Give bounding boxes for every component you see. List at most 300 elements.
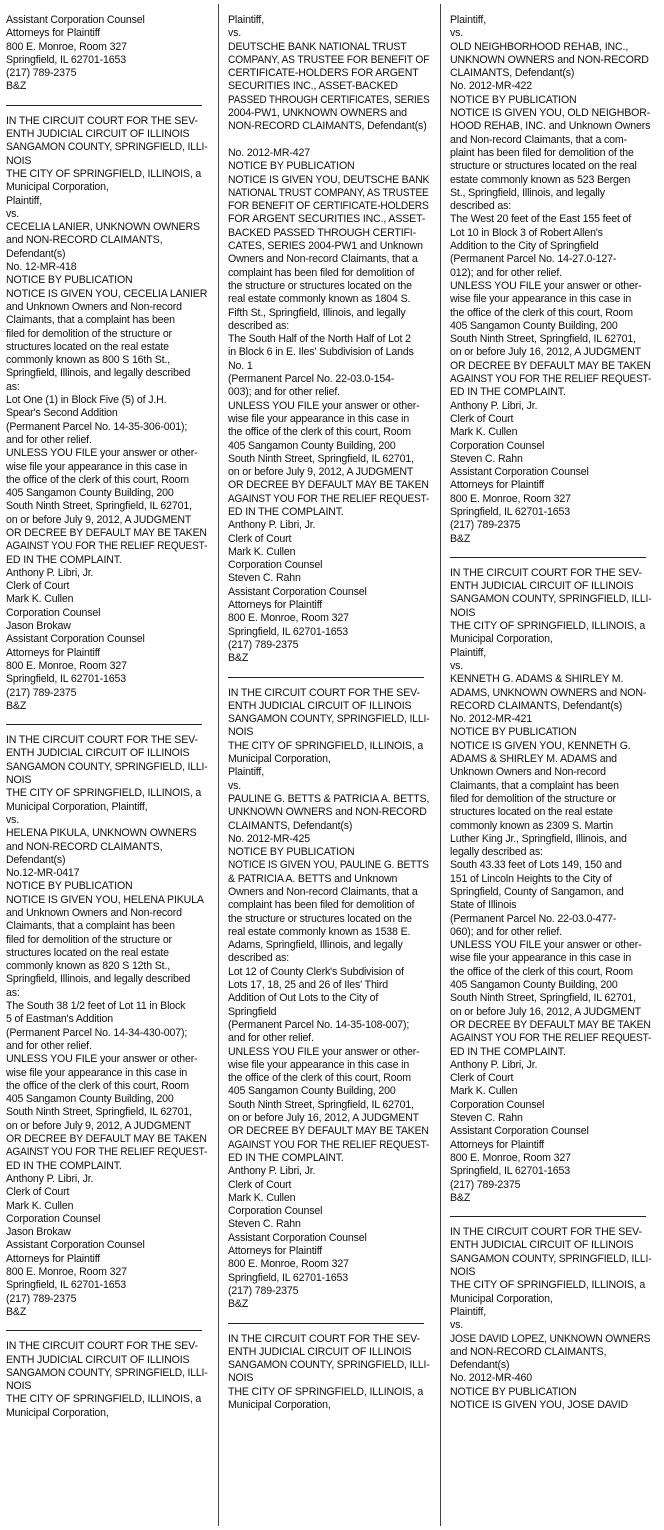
- notice-separator: [6, 724, 202, 725]
- notice-line: structures located on the real estate: [6, 340, 169, 353]
- notice-line: filed for demolition of the structure or: [6, 933, 172, 946]
- notice-line: Mark K. Cullen: [6, 1199, 74, 1212]
- notice-line: described as:: [228, 319, 290, 332]
- notice-line: NOTICE BY PUBLICATION: [450, 726, 577, 739]
- notice-line: Attorneys for Plaintiff: [6, 1252, 101, 1265]
- notice-line: Owners and Non-record Claimants, that a: [228, 253, 418, 266]
- notice-line: (217) 789-2375: [6, 67, 77, 80]
- notice-line: Addition of Out Lots to the City of: [228, 992, 379, 1005]
- notice-line: UNLESS YOU FILE your answer or other-: [450, 939, 642, 952]
- notice-line: OR DECREE BY DEFAULT MAY BE TAKEN: [6, 1133, 207, 1146]
- notice-line: UNLESS YOU FILE your answer or other-: [6, 1053, 198, 1066]
- notice-line: (Permanent Parcel No. 14-27.0-127-: [450, 253, 617, 266]
- notice-line: ENTH JUDICIAL CIRCUIT OF ILLINOIS: [6, 1353, 190, 1366]
- notice-line: Corporation Counsel: [450, 1098, 545, 1111]
- notice-line: KENNETH G. ADAMS & SHIRLEY M.: [450, 673, 624, 686]
- notice-line: B&Z: [450, 532, 471, 545]
- notice-line: and for other relief.: [228, 1032, 314, 1045]
- notice-line: Municipal Corporation,: [450, 1292, 553, 1305]
- notice-line: 405 Sangamon County Building, 200: [228, 439, 396, 452]
- notice-line: NOIS: [6, 774, 32, 787]
- notice-line: Assistant Corporation Counsel: [228, 1231, 367, 1244]
- notice-line: Attorneys for Plaintiff: [228, 1245, 323, 1258]
- notice-line: Assistant Corporation Counsel: [228, 585, 367, 598]
- column-1: [6, 14, 210, 1526]
- notice-line: NOTICE IS GIVEN YOU, PAULINE G. BETTS: [228, 859, 429, 872]
- notice-line: (217) 789-2375: [6, 1292, 77, 1305]
- notice-line: 405 Sangamon County Building, 200: [228, 1085, 396, 1098]
- notice-line: 012); and for other relief.: [450, 266, 562, 279]
- notice-line: Fifth St., Springfield, Illinois, and legally: [228, 306, 406, 319]
- notice-line: NOIS: [6, 1380, 32, 1393]
- notice-separator: [228, 1323, 424, 1324]
- notice-line: South Ninth Street, Springfield, IL 62701,: [6, 500, 192, 513]
- notice-line: Steven C. Rahn: [450, 1112, 523, 1125]
- notice-line: CERTIFICATE-HOLDERS FOR ARGENT: [228, 67, 419, 80]
- notice-line: 800 E. Monroe, Room 327: [450, 492, 571, 505]
- notice-line: Corporation Counsel: [6, 1212, 101, 1225]
- notice-line: CLAIMANTS, Defendant(s): [450, 67, 575, 80]
- notice-line: AGAINST YOU FOR THE RELIEF REQUEST-: [6, 540, 208, 553]
- notice-line: and Unknown Owners and Non-record: [6, 300, 182, 313]
- legal-notice: [6, 1340, 210, 1420]
- notice-line: B&Z: [228, 652, 249, 665]
- notice-line: PASSED THROUGH CERTIFICATES, SERIES: [228, 93, 430, 106]
- notice-line: vs.: [228, 27, 242, 40]
- notice-line: 405 Sangamon County Building, 200: [450, 979, 618, 992]
- notice-line: UNKNOWN OWNERS and NON-RECORD: [228, 806, 427, 819]
- notice-line: Mark K. Cullen: [228, 1191, 296, 1204]
- notice-line: NOTICE IS GIVEN YOU, OLD NEIGHBOR-: [450, 107, 651, 120]
- notice-line: NOTICE BY PUBLICATION: [228, 160, 355, 173]
- notice-line: Assistant Corporation Counsel: [6, 633, 145, 646]
- notice-line: Attorneys for Plaintiff: [450, 1138, 545, 1151]
- notice-line: structures located on the real estate: [450, 806, 613, 819]
- notice-line: No. 2012-MR-422: [450, 80, 532, 93]
- notice-line: Lot 12 of County Clerk's Subdivision of: [228, 965, 404, 978]
- notice-line: Anthony P. Libri, Jr.: [450, 1058, 538, 1071]
- notice-line: Anthony P. Libri, Jr.: [228, 519, 316, 532]
- notice-line: on or before July 16, 2012, A JUDGMENT: [228, 1112, 419, 1125]
- notice-line: Municipal Corporation,: [6, 181, 109, 194]
- notice-line: NOTICE BY PUBLICATION: [450, 1385, 577, 1398]
- notice-line: NOTICE IS GIVEN YOU, CECELIA LANIER: [6, 287, 208, 300]
- notice-line: South Ninth Street, Springfield, IL 62701,: [450, 992, 636, 1005]
- notice-line: Springfield, IL 62701-1653: [6, 1279, 126, 1292]
- notice-line: THE CITY OF SPRINGFIELD, ILLINOIS, a: [6, 787, 202, 800]
- notice-line: and Non-record Claimants, that a com-: [450, 133, 627, 146]
- notice-line: CECELIA LANIER, UNKNOWN OWNERS: [6, 221, 200, 234]
- notice-line: Springfield, IL 62701-1653: [228, 1271, 348, 1284]
- legal-notice: [6, 115, 210, 713]
- notice-line: commonly known as 2309 S. Martin: [450, 819, 614, 832]
- notice-line: (217) 789-2375: [228, 1284, 299, 1297]
- notice-line: plaint has been filed for demolition of the: [450, 146, 634, 159]
- notice-line: B&Z: [6, 1305, 27, 1318]
- notice-line: ENTH JUDICIAL CIRCUIT OF ILLINOIS: [228, 1345, 412, 1358]
- notice-line: NOTICE IS GIVEN YOU, JOSE DAVID: [450, 1398, 629, 1411]
- notice-line: real estate commonly known as 1538 E.: [228, 925, 411, 938]
- notice-line: Adams, Springfield, Illinois, and legally: [228, 939, 403, 952]
- notice-line: OR DECREE BY DEFAULT MAY BE TAKEN: [6, 526, 207, 539]
- notice-line: Claimants, that a complaint has been: [450, 779, 619, 792]
- notice-line: 405 Sangamon County Building, 200: [6, 487, 174, 500]
- notice-line: 060); and for other relief.: [450, 925, 562, 938]
- notice-line: Mark K. Cullen: [6, 593, 74, 606]
- column-divider: [440, 4, 441, 1526]
- notice-line: Plaintiff,: [450, 14, 486, 26]
- notice-line: SANGAMON COUNTY, SPRINGFIELD, ILLI-: [6, 760, 208, 773]
- notice-line: Springfield, IL 62701-1653: [6, 53, 126, 66]
- notice-line: B&Z: [450, 1191, 471, 1204]
- notice-line: structure or structures located on the real: [450, 160, 637, 173]
- notice-line: Defendant(s): [6, 853, 66, 866]
- notice-line: Defendant(s): [6, 247, 66, 260]
- legal-notice: [6, 14, 210, 94]
- notice-line: AGAINST YOU FOR THE RELIEF REQUEST-: [450, 1032, 652, 1045]
- notice-line: Clerk of Court: [6, 580, 70, 593]
- notice-line: and NON-RECORD CLAIMANTS,: [6, 234, 163, 247]
- notice-line: on or before July 9, 2012, A JUDGMENT: [228, 466, 414, 479]
- notice-line: NOIS: [6, 154, 32, 167]
- notice-line: NOTICE BY PUBLICATION: [6, 880, 133, 893]
- notice-line: South Ninth Street, Springfield, IL 62701,: [228, 452, 414, 465]
- notice-line: Plaintiff,: [228, 14, 264, 26]
- notice-line: (217) 789-2375: [228, 638, 299, 651]
- notice-line: Anthony P. Libri, Jr.: [6, 1172, 94, 1185]
- notice-line: 800 E. Monroe, Room 327: [6, 40, 127, 53]
- notice-line: The West 20 feet of the East 155 feet of: [450, 213, 632, 226]
- notice-line: vs.: [450, 659, 464, 672]
- notice-line: OLD NEIGHBORHOOD REHAB, INC.,: [450, 40, 629, 53]
- notice-line: THE CITY OF SPRINGFIELD, ILLINOIS, a: [6, 1393, 202, 1406]
- notice-line: Assistant Corporation Counsel: [6, 1239, 145, 1252]
- legal-notice: [450, 567, 654, 1205]
- legal-notice: [450, 1226, 654, 1412]
- notice-line: and for other relief.: [6, 1039, 92, 1052]
- notice-line: & PATRICIA A. BETTS and Unknown: [228, 872, 398, 885]
- notice-line: ENTH JUDICIAL CIRCUIT OF ILLINOIS: [450, 580, 634, 593]
- notice-line: OR DECREE BY DEFAULT MAY BE TAKEN: [228, 1125, 429, 1138]
- notice-line: THE CITY OF SPRINGFIELD, ILLINOIS, a: [6, 167, 202, 180]
- notice-line: filed for demolition of the structure or: [6, 327, 172, 340]
- notice-line: complaint has been filed for demolition of: [228, 899, 415, 912]
- notice-line: No. 2012-MR-427: [228, 146, 310, 159]
- notice-line: Mark K. Cullen: [450, 426, 518, 439]
- notice-line: on or before July 9, 2012, A JUDGMENT: [6, 1119, 192, 1132]
- notice-line: legally described as:: [450, 846, 543, 859]
- notice-line: the office of the clerk of this court, Room: [228, 1072, 411, 1085]
- notice-line: the office of the clerk of this court, Room: [228, 426, 411, 439]
- notice-line: wise file your appearance in this case in: [228, 1058, 410, 1071]
- notice-line: commonly known as 820 S 12th St.,: [6, 960, 171, 973]
- notice-line: B&Z: [6, 80, 27, 93]
- notice-line: UNLESS YOU FILE your answer or other-: [450, 279, 642, 292]
- notice-line: NOIS: [450, 1266, 476, 1279]
- notice-line: NATIONAL TRUST COMPANY, AS TRUSTEE: [228, 186, 429, 199]
- notice-line: B&Z: [228, 1298, 249, 1311]
- notice-line: NOTICE IS GIVEN YOU, DEUTSCHE BANK: [228, 173, 430, 186]
- notice-line: (Permanent Parcel No. 22-03.0-154-: [228, 373, 395, 386]
- notice-line: the office of the clerk of this court, Room: [450, 306, 633, 319]
- notice-line: SANGAMON COUNTY, SPRINGFIELD, ILLI-: [450, 593, 652, 606]
- notice-line: CATES, SERIES 2004-PW1 and Unknown: [228, 240, 423, 253]
- notice-line: Spear's Second Addition: [6, 407, 118, 420]
- notice-line: in Block 6 in E. Iles' Subdivision of Lands: [228, 346, 414, 359]
- notice-line: THE CITY OF SPRINGFIELD, ILLINOIS, a: [450, 1279, 646, 1292]
- notice-line: filed for demolition of the structure or: [450, 792, 616, 805]
- notice-line: and NON-RECORD CLAIMANTS,: [450, 1345, 607, 1358]
- notice-line: No. 2012-MR-460: [450, 1372, 532, 1385]
- notice-line: SANGAMON COUNTY, SPRINGFIELD, ILLI-: [450, 1252, 652, 1265]
- notice-line: UNLESS YOU FILE your answer or other-: [6, 447, 198, 460]
- notice-line: Plaintiff,: [450, 646, 486, 659]
- legal-notice: [228, 687, 432, 1312]
- notice-line: RECORD CLAIMANTS, Defendant(s): [450, 699, 623, 712]
- notice-line: 800 E. Monroe, Room 327: [6, 1266, 127, 1279]
- notice-line: UNLESS YOU FILE your answer or other-: [228, 399, 420, 412]
- notice-line: SANGAMON COUNTY, SPRINGFIELD, ILLI-: [228, 1359, 430, 1372]
- notice-line: No. 1: [228, 359, 253, 372]
- notice-line: Anthony P. Libri, Jr.: [228, 1165, 316, 1178]
- notice-line: Luther King Jr., Springfield, Illinois, and: [450, 832, 627, 845]
- notice-line: ED IN THE COMPLAINT.: [6, 1159, 122, 1172]
- notice-line: South 43.33 feet of Lots 149, 150 and: [450, 859, 622, 872]
- notice-line: 5 of Eastman's Addition: [6, 1013, 113, 1026]
- notice-line: Springfield, Illinois, and legally described: [6, 367, 191, 380]
- notice-line: ED IN THE COMPLAINT.: [450, 1045, 566, 1058]
- notice-line: on or before July 16, 2012, A JUDGMENT: [450, 346, 641, 359]
- notice-line: AGAINST YOU FOR THE RELIEF REQUEST-: [228, 1138, 430, 1151]
- notice-line: Clerk of Court: [450, 412, 514, 425]
- notice-line: NOTICE BY PUBLICATION: [228, 846, 355, 859]
- notice-line: NOIS: [450, 606, 476, 619]
- notice-line: Corporation Counsel: [450, 439, 545, 452]
- notice-separator: [6, 105, 202, 106]
- notice-line: Mark K. Cullen: [450, 1085, 518, 1098]
- notice-line: Lots 17, 18, 25 and 26 of Iles' Third: [228, 979, 389, 992]
- notice-line: SECURITIES INC., ASSET-BACKED: [228, 80, 398, 93]
- legal-notice: [6, 734, 210, 1319]
- legal-notice: [450, 14, 654, 546]
- notice-line: Claimants, that a complaint has been: [6, 314, 175, 327]
- notice-line: NOIS: [228, 726, 254, 739]
- notice-line: Lot 10 in Block 3 of Robert Allen's: [450, 226, 603, 239]
- notice-line: the office of the clerk of this court, Room: [6, 1079, 189, 1092]
- notice-line: DEUTSCHE BANK NATIONAL TRUST: [228, 40, 407, 53]
- notice-line: AGAINST YOU FOR THE RELIEF REQUEST-: [450, 373, 652, 386]
- column-2: [228, 14, 432, 1526]
- notice-line: South Ninth Street, Springfield, IL 62701,: [228, 1098, 414, 1111]
- notice-line: vs.: [6, 813, 20, 826]
- notice-line: Corporation Counsel: [6, 606, 101, 619]
- notice-line: Steven C. Rahn: [228, 1218, 301, 1231]
- column-divider: [218, 4, 219, 1526]
- notice-line: (Permanent Parcel No. 14-34-430-007);: [6, 1026, 188, 1039]
- notice-line: NON-RECORD CLAIMANTS, Defendant(s): [228, 120, 427, 133]
- notice-line: THE CITY OF SPRINGFIELD, ILLINOIS, a: [450, 620, 646, 633]
- notice-line: ENTH JUDICIAL CIRCUIT OF ILLINOIS: [6, 747, 190, 760]
- notice-line: Jason Brokaw: [6, 620, 71, 633]
- notice-line: IN THE CIRCUIT COURT FOR THE SEV-: [6, 114, 198, 127]
- notice-line: Steven C. Rahn: [450, 452, 523, 465]
- notice-line: the office of the clerk of this court, Room: [6, 473, 189, 486]
- notice-line: IN THE CIRCUIT COURT FOR THE SEV-: [6, 1340, 198, 1353]
- notice-line: NOTICE IS GIVEN YOU, KENNETH G.: [450, 739, 631, 752]
- notice-line: the structure or structures located on the: [228, 279, 412, 292]
- notice-line: No.12-MR-0417: [6, 867, 80, 880]
- notice-line: South Ninth Street, Springfield, IL 62701,: [450, 333, 636, 346]
- notice-line: Assistant Corporation Counsel: [450, 466, 589, 479]
- notice-line: 2004-PW1, UNKNOWN OWNERS and: [228, 107, 407, 120]
- notice-line: Springfield, IL 62701-1653: [450, 505, 570, 518]
- notice-line: 800 E. Monroe, Room 327: [228, 1258, 349, 1271]
- notice-line: on or before July 16, 2012, A JUDGMENT: [450, 1005, 641, 1018]
- notice-line: Clerk of Court: [228, 1178, 292, 1191]
- notice-line: ADAMS & SHIRLEY M. ADAMS and: [450, 753, 617, 766]
- notice-line: AGAINST YOU FOR THE RELIEF REQUEST-: [6, 1146, 208, 1159]
- notice-line: Attorneys for Plaintiff: [6, 27, 101, 40]
- notice-line: State of Illinois: [450, 899, 517, 912]
- notice-line: OR DECREE BY DEFAULT MAY BE TAKEN: [228, 479, 429, 492]
- notice-line: Municipal Corporation, Plaintiff,: [6, 800, 148, 813]
- notice-line: Municipal Corporation,: [228, 1398, 331, 1411]
- notice-line: Municipal Corporation,: [6, 1406, 109, 1419]
- notice-line: Clerk of Court: [6, 1186, 70, 1199]
- notice-line: NOIS: [228, 1372, 254, 1385]
- notice-line: the structure or structures located on the: [228, 912, 412, 925]
- notice-line: PAULINE G. BETTS & PATRICIA A. BETTS,: [228, 792, 430, 805]
- notice-line: 800 E. Monroe, Room 327: [450, 1151, 571, 1164]
- notice-line: HOOD REHAB, INC. and Unknown Owners: [450, 120, 651, 133]
- notice-line: 003); and for other relief.: [228, 386, 340, 399]
- notice-line: IN THE CIRCUIT COURT FOR THE SEV-: [228, 686, 420, 699]
- notice-line: OR DECREE BY DEFAULT MAY BE TAKEN: [450, 359, 651, 372]
- notice-line: ED IN THE COMPLAINT.: [450, 386, 566, 399]
- notice-line: Springfield, Illinois, and legally described: [6, 973, 191, 986]
- notice-line: Springfield, IL 62701-1653: [228, 625, 348, 638]
- notice-line: 800 E. Monroe, Room 327: [228, 612, 349, 625]
- notice-line: ENTH JUDICIAL CIRCUIT OF ILLINOIS: [6, 128, 190, 141]
- notice-line: Attorneys for Plaintiff: [450, 479, 545, 492]
- notice-line: (217) 789-2375: [450, 519, 521, 532]
- notice-separator: [450, 1216, 646, 1217]
- notice-line: ED IN THE COMPLAINT.: [228, 1151, 344, 1164]
- notice-line: vs.: [450, 1319, 464, 1332]
- notice-line: vs.: [6, 207, 20, 220]
- notice-line: FOR ARGENT SECURITIES INC., ASSET-: [228, 213, 426, 226]
- notice-line: as:: [6, 380, 20, 393]
- notice-line: and NON-RECORD CLAIMANTS,: [6, 840, 163, 853]
- notice-line: No. 2012-MR-425: [228, 832, 310, 845]
- notice-line: (217) 789-2375: [450, 1178, 521, 1191]
- notice-line: 405 Sangamon County Building, 200: [6, 1093, 174, 1106]
- notice-line: structures located on the real estate: [6, 946, 169, 959]
- legal-notice: [228, 14, 432, 666]
- notice-line: Mark K. Cullen: [228, 545, 296, 558]
- notice-line: IN THE CIRCUIT COURT FOR THE SEV-: [6, 734, 198, 747]
- notice-separator: [450, 557, 646, 558]
- notice-line: estate commonly known as 523 Bergen: [450, 173, 631, 186]
- notice-line: on or before July 9, 2012, A JUDGMENT: [6, 513, 192, 526]
- notice-line: wise file your appearance in this case in: [6, 1066, 188, 1079]
- notice-line: NOTICE IS GIVEN YOU, HELENA PIKULA: [6, 893, 204, 906]
- notice-separator: [6, 1330, 202, 1331]
- notice-line: B&Z: [6, 699, 27, 712]
- legal-notice: [228, 1333, 432, 1413]
- notice-line: ADAMS, UNKNOWN OWNERS and NON-: [450, 686, 647, 699]
- notice-line: ENTH JUDICIAL CIRCUIT OF ILLINOIS: [228, 699, 412, 712]
- notice-line: wise file your appearance in this case in: [450, 952, 632, 965]
- notice-line: NOTICE BY PUBLICATION: [6, 274, 133, 287]
- notice-line: NOTICE BY PUBLICATION: [450, 93, 577, 106]
- notice-line: THE CITY OF SPRINGFIELD, ILLINOIS, a: [228, 1385, 424, 1398]
- column-3: [450, 14, 654, 1526]
- notice-line: vs.: [450, 27, 464, 40]
- notice-line: the office of the clerk of this court, Room: [450, 965, 633, 978]
- notice-line: complaint has been filed for demolition of: [228, 266, 415, 279]
- notice-line: (Permanent Parcel No. 14-35-306-001);: [6, 420, 188, 433]
- notice-line: real estate commonly known as 1804 S.: [228, 293, 411, 306]
- notice-line: Lot One (1) in Block Five (5) of J.H.: [6, 394, 167, 407]
- notice-line: SANGAMON COUNTY, SPRINGFIELD, ILLI-: [228, 713, 430, 726]
- notice-line: Corporation Counsel: [228, 559, 323, 572]
- notice-line: Clerk of Court: [228, 532, 292, 545]
- blank-line: [228, 134, 432, 147]
- notice-line: OR DECREE BY DEFAULT MAY BE TAKEN: [450, 1018, 651, 1031]
- notice-line: Plaintiff,: [450, 1305, 486, 1318]
- notice-line: THE CITY OF SPRINGFIELD, ILLINOIS, a: [228, 739, 424, 752]
- notice-separator: [228, 677, 424, 678]
- notice-line: Plaintiff,: [228, 766, 264, 779]
- notice-line: UNKNOWN OWNERS and NON-RECORD: [450, 53, 649, 66]
- notice-line: Jason Brokaw: [6, 1226, 71, 1239]
- notice-line: Attorneys for Plaintiff: [6, 646, 101, 659]
- notice-line: ED IN THE COMPLAINT.: [6, 553, 122, 566]
- notice-line: UNLESS YOU FILE your answer or other-: [228, 1045, 420, 1058]
- notice-line: Unknown Owners and Non-record: [450, 766, 606, 779]
- notice-line: No. 12-MR-418: [6, 261, 77, 274]
- notice-line: Springfield, IL 62701-1653: [6, 673, 126, 686]
- notice-line: Assistant Corporation Counsel: [6, 14, 145, 26]
- notice-line: ENTH JUDICIAL CIRCUIT OF ILLINOIS: [450, 1239, 634, 1252]
- notice-line: (Permanent Parcel No. 22-03.0-477-: [450, 912, 617, 925]
- notice-line: COMPANY, AS TRUSTEE FOR BENEFIT OF: [228, 53, 430, 66]
- notice-line: Plaintiff,: [6, 194, 42, 207]
- notice-line: 800 E. Monroe, Room 327: [6, 659, 127, 672]
- notice-line: described as:: [450, 200, 512, 213]
- notice-line: 151 of Lincoln Heights to the City of: [450, 872, 612, 885]
- notice-line: No. 2012-MR-421: [450, 713, 532, 726]
- notice-line: Claimants, that a complaint has been: [6, 920, 175, 933]
- notice-line: Anthony P. Libri, Jr.: [6, 566, 94, 579]
- notice-line: Clerk of Court: [450, 1072, 514, 1085]
- notice-line: (Permanent Parcel No. 14-35-108-007);: [228, 1018, 410, 1031]
- notice-line: Springfield: [228, 1005, 277, 1018]
- notice-line: and for other relief.: [6, 433, 92, 446]
- notice-line: IN THE CIRCUIT COURT FOR THE SEV-: [228, 1332, 420, 1345]
- notice-line: Steven C. Rahn: [228, 572, 301, 585]
- notice-line: Anthony P. Libri, Jr.: [450, 399, 538, 412]
- notice-line: BACKED PASSED THROUGH CERTIFI-: [228, 226, 416, 239]
- notice-line: wise file your appearance in this case in: [450, 293, 632, 306]
- notice-line: 405 Sangamon County Building, 200: [450, 319, 618, 332]
- notice-line: CLAIMANTS, Defendant(s): [228, 819, 353, 832]
- notice-line: Municipal Corporation,: [450, 633, 553, 646]
- notice-line: (217) 789-2375: [6, 686, 77, 699]
- notice-line: The South 38 1/2 feet of Lot 11 in Block: [6, 1000, 186, 1013]
- notice-line: commonly known as 800 S 16th St.,: [6, 354, 171, 367]
